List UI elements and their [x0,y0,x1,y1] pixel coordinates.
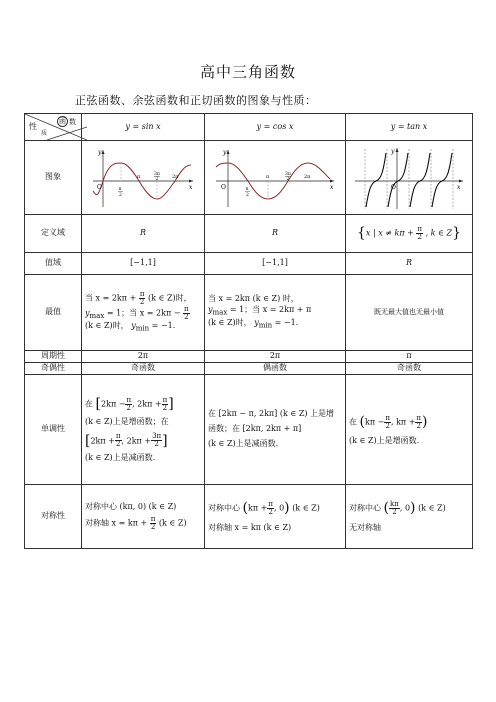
extrema-row [25,275,473,351]
symmetry-cos: 对称中心 (kπ + $\frac{\pi}{2}$ , 0) (k ∈ Z) 对称轴 x = kπ (k ∈ Z) [205,485,346,549]
parity-label: 奇偶性 [25,363,82,375]
domain-cos: R [205,215,346,253]
monotonicity-sin: 在 [2kπ − $\frac{\pi}{2}$ , 2kπ + $\frac{\pi}{2}$ ] (k ∈ Z)上是增函数；在 [2kπ + $\frac{\pi}{2}$ , 2kπ + $\frac{3\pi}{2}$ ] (k ∈ Z)上是减函数. [82,375,205,485]
symmetry-label: 对称性 [25,485,82,549]
extrema-tan: 既无最大值也无最小值 [346,275,473,351]
range-tan: R [346,253,473,275]
cos-tick-3pi2-n: 3π [285,171,291,177]
symmetry-sin: 对称中心 (kπ, 0) (k ∈ Z) 对称轴 x = kπ + $\frac{\pi}{2}$ (k ∈ Z) [82,485,205,549]
cos-tick-pi2-n: π [245,186,249,192]
period-cos: 2π [205,351,346,363]
domain-tan-a: x | x ≠ kπ + [365,228,414,238]
corner-label-bottom: 质 [41,130,48,137]
cos-graph [212,145,338,211]
domain-sin: R [82,215,205,253]
corner-cell [25,114,82,141]
extrema-label: 最值 [25,275,82,351]
domain-tan: {x | x ≠ kπ + $\frac{\pi}{2}$ , k ∈ Z} [346,215,473,253]
cos-tick-3pi2-d: 2 [286,176,290,182]
symmetry-tan: 对称中心 ( $\frac{k\pi}{2}$ , 0) (k ∈ Z) 无对称轴 [346,485,473,549]
sin-y-label: y [98,148,102,156]
graph-label: 图象 [25,141,82,215]
domain-tan-b: , k ∈ Z [425,228,453,238]
tan-graph [353,145,465,211]
range-cos: [−1,1] [205,253,346,275]
range-sin: [−1,1] [82,253,205,275]
domain-tan-frac: $\frac{\pi}{2}$ [417,225,423,241]
graph-row [25,141,473,215]
corner-label-top: 函 [57,116,68,127]
cos-tick-2pi: 2π [304,173,311,180]
range-label: 值域 [25,253,82,275]
extrema-cos: 当 x = 2kπ (k ∈ Z) 时， $y_{max} = 1$；当 x = 2kπ + π (k ∈ Z)时， $y_{min} = -1$. [205,275,346,351]
sin-tick-3pi2-d: 2 [155,176,159,182]
monotonicity-tan: 在 (kπ − $\frac{\pi}{2}$ , kπ + $\frac{\pi}{2}$ ) (k ∈ Z)上是增函数. [346,375,473,485]
sin-tick-pi2-d: 2 [119,192,122,198]
domain-label: 定义域 [25,215,82,253]
tan-graph-cell [346,141,473,215]
properties-table [24,113,473,549]
sin-x-label: x [189,183,193,191]
tan-origin-label: O [391,183,396,191]
cos-y-label: y [223,148,227,156]
sin-tick-pi2-n: π [118,186,122,192]
subtitle: 正弦函数、余弦函数和正切函数的图象与性质： [75,94,317,107]
cos-tick-pi: π [266,173,270,180]
parity-row [25,363,473,375]
tan-x-label: x [457,183,461,191]
sin-graph-cell [82,141,205,215]
header-cos: y = cos x [205,114,346,141]
sin-tick-pi: π [137,173,141,180]
sin-tick-3pi2-n: 3π [154,171,160,177]
period-row [25,351,473,363]
monotonicity-cos: 在 [2kπ − π, 2kπ] (k ∈ Z) 上是增 函数；在 [2kπ, 2kπ + π] (k ∈ Z)上是减函数. [205,375,346,485]
header-row [25,114,473,141]
cos-tick-pi2-d: 2 [246,192,249,198]
extrema-sin: 当 x = 2kπ + $\frac{\pi}{2}$ (k ∈ Z)时， $y_{max} = 1$；当 x = 2kπ − $\frac{\pi}{2}$ (k ∈ Z)时， $y_{min} = -1$. [82,275,205,351]
page-title: 高中三角函数 [199,63,296,81]
parity-sin: 奇函数 [82,363,205,375]
sin-graph [89,145,197,211]
corner-label-right: 数 [69,118,76,126]
period-sin: 2π [82,351,205,363]
period-tan: π [346,351,473,363]
cos-graph-cell [205,141,346,215]
range-row [25,253,473,275]
cos-x-label: x [330,183,334,191]
parity-tan: 奇函数 [346,363,473,375]
monotonicity-label: 单调性 [25,375,82,485]
monotonicity-row [25,375,473,485]
cos-origin-label: O [221,183,226,191]
domain-row [25,215,473,253]
parity-cos: 偶函数 [205,363,346,375]
header-sin: y = sin x [82,114,205,141]
sin-tick-2pi: 2π [172,173,179,180]
tan-y-label: y [391,147,395,155]
symmetry-row [25,485,473,549]
header-tan: y = tan x [346,114,473,141]
period-label: 周期性 [25,351,82,363]
sin-origin-label: O [97,183,102,191]
corner-label-left: 性 [29,122,37,131]
